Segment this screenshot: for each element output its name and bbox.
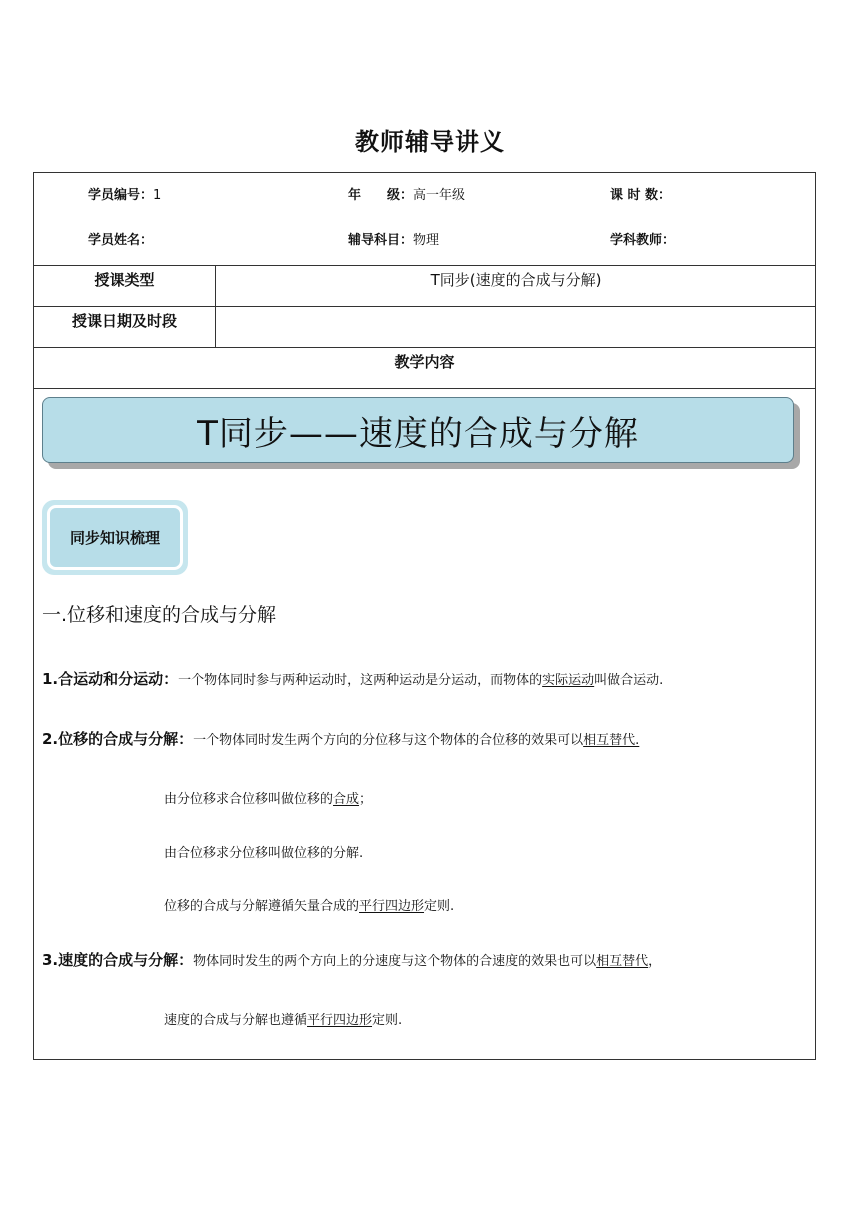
- date-label: 授课日期及时段: [71, 312, 177, 330]
- paragraph-2-line-3: [164, 895, 454, 914]
- paragraph-3-line-1-end: 定则.: [372, 1013, 403, 1028]
- student-id-value: 1: [153, 188, 162, 203]
- paragraph-2: [42, 728, 639, 749]
- teacher-label: 学科教师：: [610, 233, 676, 248]
- paragraph-3-line-1-text: 速度的合成与分解也遵循: [164, 1013, 308, 1028]
- student-name-field: [88, 229, 153, 248]
- paragraph-2-line-3-end: 定则.: [424, 899, 455, 914]
- paragraph-3-underline: 相互替代: [596, 954, 649, 969]
- hours-field: [610, 184, 671, 203]
- paragraph-3: [42, 949, 661, 970]
- topic-banner: [42, 397, 794, 463]
- paragraph-3-line-1: [164, 1009, 402, 1028]
- paragraph-1-key: 1.合运动和分运动：: [42, 670, 179, 688]
- paragraph-1-text: 一个物体同时参与两种运动时，这两种运动是分运动，而物体的: [178, 673, 543, 688]
- paragraph-2-line-1-text: 由分位移求合位移叫做位移的: [164, 792, 334, 807]
- subject-value: 物理: [413, 233, 440, 248]
- teacher-field: [610, 229, 675, 248]
- topic-banner-text: T同步——速度的合成与分解: [197, 413, 639, 454]
- student-name-label: 学员姓名：: [88, 233, 154, 248]
- grade-value: 高一年级: [413, 188, 466, 203]
- course-type-value: T同步(速度的合成与分解): [430, 271, 602, 289]
- row-divider: [34, 388, 815, 389]
- paragraph-1: [42, 668, 663, 689]
- subject-label: 辅导科目：: [348, 233, 414, 248]
- grade-field: [348, 184, 465, 203]
- section-badge-text: 同步知识梳理: [69, 529, 160, 547]
- course-type-label: 授课类型: [94, 271, 155, 289]
- section-badge: [42, 500, 188, 575]
- paragraph-3-text-end: ，: [648, 954, 662, 969]
- paragraph-1-text-end: 叫做合运动.: [594, 673, 664, 688]
- section-heading: 一.位移和速度的合成与分解: [42, 604, 277, 626]
- paragraph-3-text: 物体同时发生的两个方向上的分速度与这个物体的合速度的效果也可以: [193, 954, 597, 969]
- row-divider: [34, 265, 815, 266]
- grade-label: 年 级：: [348, 188, 414, 203]
- paragraph-2-line-3-text: 位移的合成与分解遵循矢量合成的: [164, 899, 360, 914]
- paragraph-2-line-1: [164, 788, 372, 807]
- paragraph-3-key: 3.速度的合成与分解：: [42, 951, 194, 969]
- paragraph-2-key: 2.位移的合成与分解：: [42, 730, 194, 748]
- hours-label: 课 时 数：: [610, 188, 672, 203]
- subject-field: [348, 229, 439, 248]
- row-divider: [34, 347, 815, 348]
- paragraph-2-line-1-underline: 合成: [333, 792, 360, 807]
- student-id-field: [88, 184, 161, 203]
- paragraph-1-underline: 实际运动: [542, 673, 595, 688]
- paragraph-2-line-1-end: ；: [359, 792, 373, 807]
- student-id-label: 学员编号：: [88, 188, 154, 203]
- paragraph-2-underline: 相互替代.: [583, 733, 640, 748]
- content-label: 教学内容: [394, 353, 455, 371]
- lecture-table: [33, 172, 816, 1060]
- paragraph-2-text: 一个物体同时发生两个方向的分位移与这个物体的合位移的效果可以: [193, 733, 584, 748]
- paragraph-2-line-3-underline: 平行四边形: [359, 899, 425, 914]
- paragraph-3-line-1-underline: 平行四边形: [307, 1013, 373, 1028]
- row-divider: [34, 306, 815, 307]
- paragraph-2-line-2: 由合位移求分位移叫做位移的分解.: [164, 846, 364, 861]
- document-title: 教师辅导讲义: [355, 128, 505, 156]
